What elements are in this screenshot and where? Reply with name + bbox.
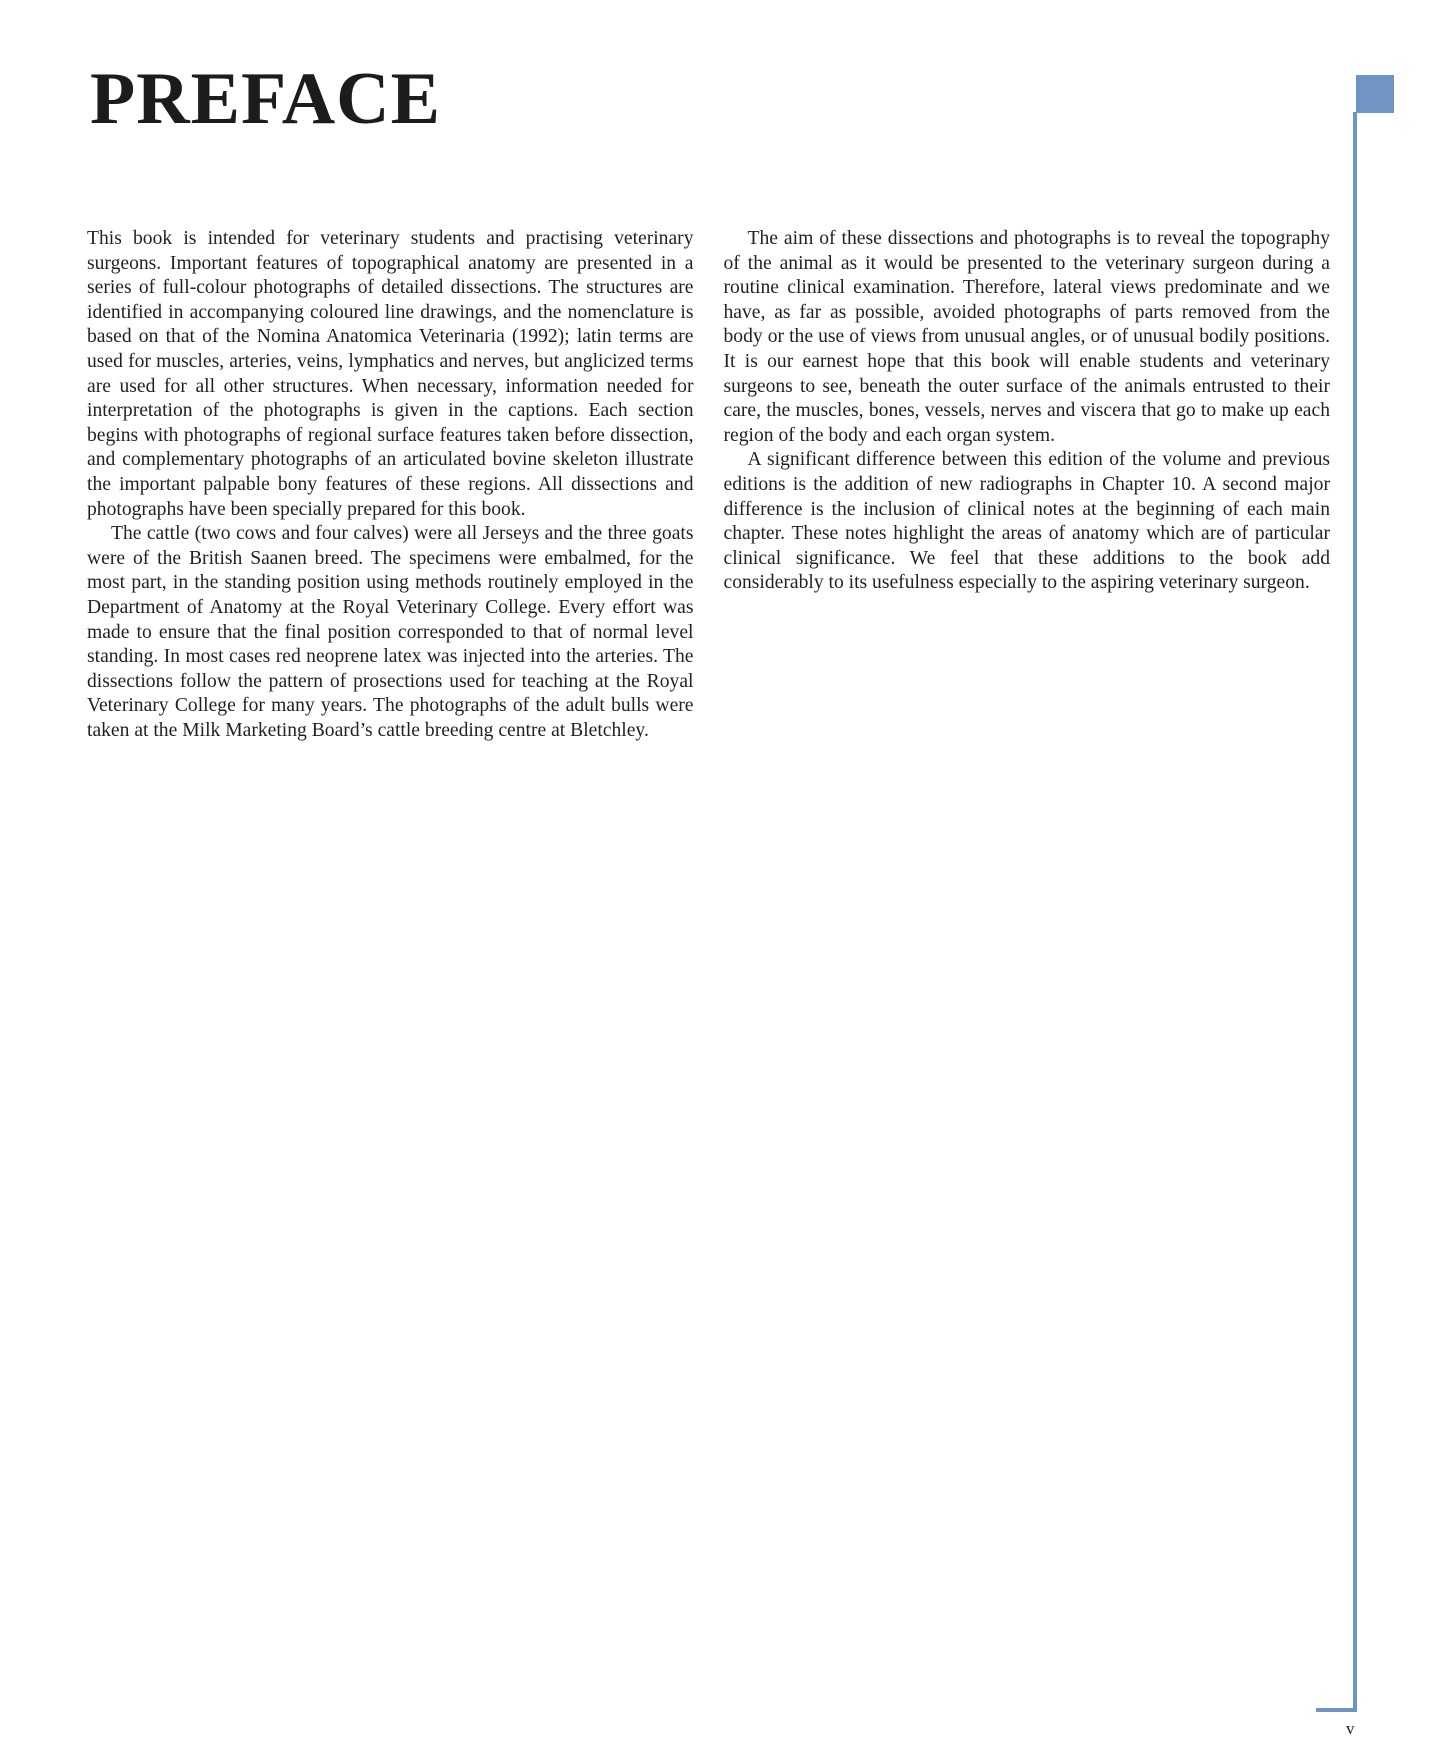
preface-paragraph: This book is intended for veterinary students and practising veterinary surgeons. Important features of topographical anatomy are presented in a series of full-colour photographs of detailed dissections. The structures are identified in accompanying coloured line drawings, and the nomenclature is based on that of the Nomina Anatomica Veterinaria (1992); latin terms are used for muscles, arteries, veins, lymphatics and nerves, but anglicized terms are used for all other structures. When necessary, information needed for interpretation of the photographs is given in the captions. Each section begins with photographs of regional surface features taken before dissection, and complementary photographs of an articulated bovine skeleton illustrate the important palpable bony features of these regions. All dissections and photographs have been specially prepared for this book. [87, 228, 694, 520]
preface-paragraph: The cattle (two cows and four calves) were all Jerseys and the three goats were of the British Saanen breed. The specimens were embalmed, for the most part, in the standing position using methods routinely employed in the Department of Anatomy at the Royal Veterinary College. Every effort was made to ensure that the final position corresponded to that of normal level standing. In most cases red neoprene latex was injected into the arteries. The dissections follow the pattern of prosections used for teaching at the Royal Veterinary College for many years. The photographs of the adult bulls were taken at the Milk Marketing Board’s cattle breeding centre at Bletchley. [87, 523, 694, 741]
page-title: PREFACE [90, 58, 441, 140]
page-number: v [1346, 1719, 1355, 1738]
preface-paragraph: The aim of these dissections and photographs is to reveal the topography of the animal as it would be presented to the veterinary surgeon during a routine clinical examination. Therefore, lateral views predominate and we have, as far as possible, avoided photographs of parts removed from the body or the use of views from unusual angles, or of unusual bodily positions. It is our earnest hope that this book will enable students and veterinary surgeons to see, beneath the outer surface of the animals entrusted to their care, the muscles, bones, vessels, nerves and viscera that go to make up each region of the body and each organ system. [723, 228, 1330, 446]
preface-paragraph: A significant difference between this edition of the volume and previous editions is the addition of new radiographs in Chapter 10. A second major difference is the inclusion of clinical notes at the beginning of each main chapter. These notes highlight the areas of anatomy which are of particular clinical significance. We feel that these additions to the book add considerably to its usefulness especially to the aspiring veterinary surgeon. [723, 449, 1330, 594]
accent-block [1356, 75, 1394, 113]
accent-rule-horizontal [1316, 1708, 1357, 1712]
accent-rule-vertical [1353, 112, 1357, 1712]
preface-body [87, 227, 1330, 747]
